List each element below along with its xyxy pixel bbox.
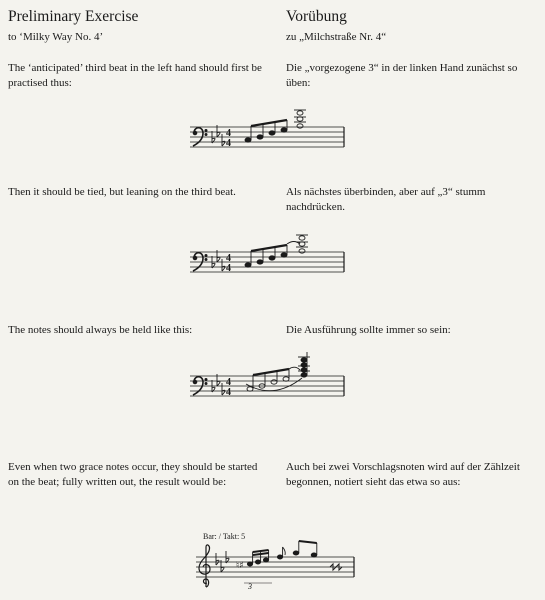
- title-de: Vorübung: [286, 8, 347, 25]
- music-example-2: [190, 238, 350, 286]
- notes: [236, 541, 342, 591]
- paragraph-1-de: Die „vorgezogene 3“ in der linken Hand zunächst so üben:: [286, 62, 518, 89]
- paragraph-4-en: Even when two grace notes occur, they should be started on the beat; fully written out, the result would be:: [8, 461, 258, 488]
- time-signature-top: 4: [226, 377, 231, 388]
- key-signature-flats: [216, 551, 229, 572]
- key-signature-flats: [212, 374, 225, 395]
- key-signature-flats: [212, 125, 225, 146]
- subtitle-de: zu „Milchstraße Nr. 4“: [286, 31, 387, 43]
- time-signature-bottom: 4: [226, 263, 231, 274]
- svg-text:♮♯: ♮♯: [236, 561, 244, 571]
- time-signature-top: 4: [226, 253, 231, 264]
- music-example-1: [190, 113, 350, 161]
- paragraph-2-de: Als nächstes überbinden, aber auf „3“ stumm nachdrücken.: [286, 186, 486, 213]
- paragraph-3-en: The notes should always be held like this:: [8, 324, 193, 336]
- time-signature-bottom: 4: [226, 138, 231, 149]
- paragraph-3-de: Die Ausführung sollte immer so sein:: [286, 324, 451, 336]
- treble-clef-icon: [199, 545, 210, 587]
- time-signature-bottom: 4: [226, 387, 231, 398]
- bar-label: Bar: / Takt: 5: [203, 532, 246, 541]
- paragraph-2-en: Then it should be tied, but leaning on the third beat.: [8, 186, 236, 198]
- paragraph-1-en: The ‘anticipated’ third beat in the left hand should first be practised thus:: [8, 62, 262, 89]
- notes: [246, 352, 310, 391]
- tuplet-label: 3: [248, 582, 252, 591]
- title-en: Preliminary Exercise: [8, 8, 139, 25]
- music-example-3: [190, 362, 350, 410]
- time-signature-top: 4: [226, 128, 231, 139]
- subtitle-en: to ‘Milky Way No. 4’: [8, 31, 104, 43]
- key-signature-flats: [212, 250, 225, 271]
- music-example-4: [196, 543, 366, 599]
- paragraph-4-de: Auch bei zwei Vorschlagsnoten wird auf der Zählzeit begonnen, notiert sieht das etwa so aus:: [286, 461, 520, 488]
